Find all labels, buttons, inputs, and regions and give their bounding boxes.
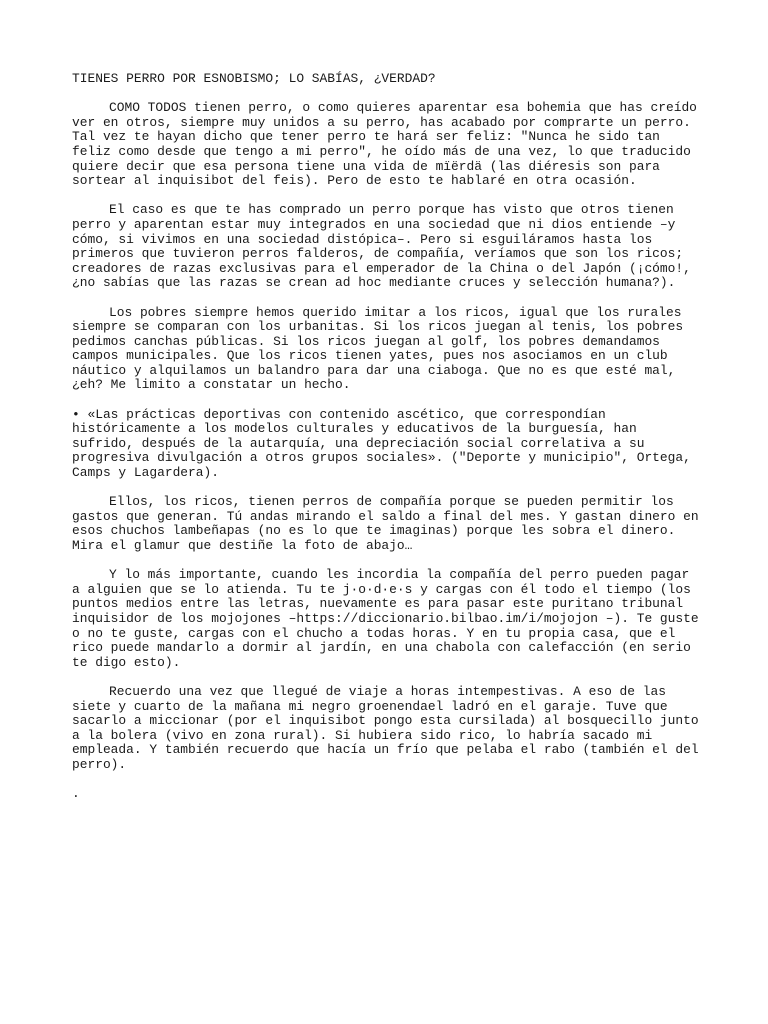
document-page bbox=[72, 72, 702, 802]
paragraph-4: Ellos, los ricos, tienen perros de compañía porque se pueden permitir los gastos que generan. Tú andas mirando el saldo a final del mes. Y gastan dinero en esos chuchos lambeñapas (no es lo que te imaginas) porque les sobra el dinero. Mira el glamur que destiñe la foto de abajo… bbox=[72, 494, 699, 553]
trailing-period: . bbox=[72, 786, 80, 802]
paragraph-2: El caso es que te has comprado un perro porque has visto que otros tienen perro y aparentan estar muy integrados en una sociedad que ni dios entiende –y cómo, si vivimos en una sociedad distópica–. Pero si esguiláramos hasta los primeros que tuvieron perros falderos, de compañía, veríamos que son los ricos; creadores de razas exclusivas para el emperador de la China o del Japón (¡cómo!, ¿no sabías que las razas se crean ad hoc mediante cruces y selección humana?). bbox=[72, 202, 691, 291]
paragraph-5: Y lo más importante, cuando les incordia la compañía del perro pueden pagar a alguien que se lo atienda. Tu te j·o·d·e·s y cargas con él todo el tiempo (los puntos medios entre las letras, nuevamente es para pasar este puritano tribunal inquisidor de los mojojones –https://diccionario.bilbao.im/i/mojojon –). Te guste o no te guste, cargas con el chucho a todas horas. Y en tu propia casa, que el rico puede mandarlo a dormir al jardín, en una chabola con calefacción (en serio te digo esto). bbox=[72, 567, 699, 670]
quote-bullet: • «Las prácticas deportivas con contenido ascético, que correspondían históricamente a los modelos culturales y educativos de la burguesía, han sufrido, después de la autarquía, una depreciación social correlativa a su progresiva divulgación a otros grupos sociales». ("Deporte y municipio", Ortega, Camps y Lagardera). bbox=[72, 406, 691, 481]
paragraph-6: Recuerdo una vez que llegué de viaje a horas intempestivas. A eso de las siete y cuarto de la mañana mi negro groenendael ladró en el garaje. Tuve que sacarlo a miccionar (por el inquisibot pongo esta cursilada) al bosquecillo junto a la bolera (vivo en zona rural). Si hubiera sido rico, lo habría sacado mi empleada. Y también recuerdo que hacía un frío que pelaba el rabo (también el del perro). bbox=[72, 683, 699, 772]
document-title: TIENES PERRO POR ESNOBISMO; LO SABÍAS, ¿VERDAD? bbox=[72, 71, 436, 86]
paragraph-3: Los pobres siempre hemos querido imitar a los ricos, igual que los rurales siempre se comparan con los urbanitas. Si los ricos juegan al tenis, los pobres pedimos canchas públicas. Si los ricos juegan al golf, los pobres demandamos campos municipales. Que los ricos tienen yates, pues nos asociamos en un club náutico y alquilamos un balandro para dar una ciaboga. Que no es que esté mal, ¿eh? Me limito a constatar un hecho. bbox=[72, 304, 684, 393]
paragraph-1: COMO TODOS tienen perro, o como quieres aparentar esa bohemia que has creído ver en otros, siempre muy unidos a su perro, has acabado por comprarte un perro. Tal vez te hayan dicho que tener perro te hará ser feliz: "Nunca he sido tan feliz como desde que tengo a mi perro", he oído más de una vez, lo que traducido quiere decir que esa persona tiene una vida de mïërdä (las diéresis son para sortear al inquisibot del feis). Pero de esto te hablaré en otra ocasión. bbox=[72, 100, 697, 189]
